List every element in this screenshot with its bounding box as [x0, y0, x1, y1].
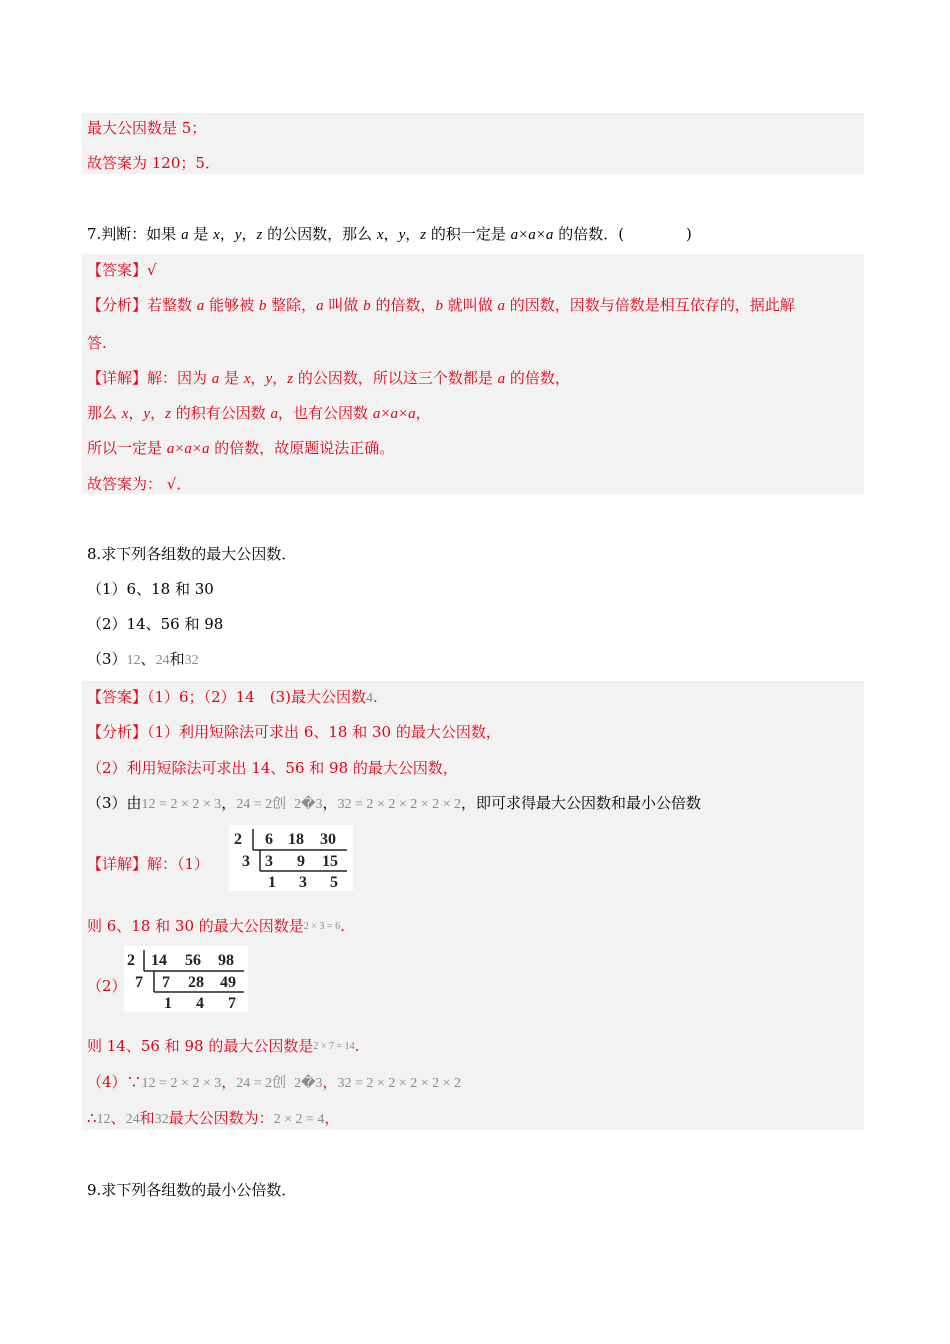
cell: 1	[164, 995, 172, 1012]
cell: 18	[288, 831, 304, 848]
cell: 1	[268, 874, 276, 891]
q7-detail-line-3: 所以一定是 a×a×a 的倍数，故原题说法正确。	[87, 439, 395, 457]
divisor-2: 3	[242, 853, 250, 870]
divisor-1: 2	[234, 831, 242, 848]
cell: 98	[218, 952, 234, 969]
prev-line-1: 最大公因数是 5；	[87, 119, 207, 137]
divisor-1: 2	[127, 952, 135, 969]
q8-solution-box	[82, 681, 864, 1130]
q8-answer: 【答案】（1）6；（2）14 (3)最大公因数4.	[87, 688, 378, 706]
cell: 7	[228, 995, 236, 1012]
q8-detail-line-4: （4）∵12 = 2 × 2 × 3，24 = 2创 2�3，32 = 2 × 2 × 2 × 2 × 2	[87, 1073, 462, 1091]
short-division-figure-2	[124, 946, 248, 1012]
q7-analysis-cont: 答.	[87, 334, 107, 352]
q7-detail-line-4: 故答案为： √．	[87, 475, 192, 493]
cell: 56	[185, 952, 201, 969]
q8-analysis-line-3: （3）由12 = 2 × 2 × 3，24 = 2创 2�3，32 = 2 × 2 × 2 × 2 × 2，即可求得最大公因数和最小公倍数	[87, 794, 702, 812]
q8-detail-line-2: （2）	[87, 977, 127, 995]
q9-stem: 9.求下列各组数的最小公倍数．	[87, 1181, 297, 1199]
q8-detail-line-5: ∴12、24和32最大公因数为：2 × 2 = 4，	[87, 1109, 340, 1127]
cell: 14	[151, 952, 167, 969]
cell: 3	[299, 874, 307, 891]
short-division-figure-1	[229, 825, 353, 891]
q8-item-2: （2）14、56 和 98	[87, 615, 224, 633]
cell: 3	[265, 853, 273, 870]
cell: 6	[265, 831, 273, 848]
cell: 4	[196, 995, 204, 1012]
q7-detail-line-2: 那么 x，y，z 的积有公因数 a，也有公因数 a×a×a，	[87, 404, 431, 422]
q8-item-1: （1）6、18 和 30	[87, 580, 214, 598]
q8-detail-result-1: 则 6、18 和 30 的最大公因数是2 × 3 = 6.	[87, 917, 345, 935]
prev-line-2: 故答案为 120；5．	[87, 154, 220, 172]
cell: 30	[320, 831, 336, 848]
divisor-2: 7	[135, 974, 143, 991]
q8-analysis-line-2: （2）利用短除法可求出 14、56 和 98 的最大公因数，	[87, 759, 458, 777]
q8-item-3: （3）12、24和32	[87, 650, 199, 668]
cell: 5	[330, 874, 338, 891]
cell: 15	[322, 853, 338, 870]
cell: 9	[297, 853, 305, 870]
cell: 7	[162, 974, 170, 991]
cell: 49	[220, 974, 236, 991]
q8-detail-result-2: 则 14、56 和 98 的最大公因数是2 × 7 = 14.	[87, 1037, 360, 1055]
q8-detail-line-1: 【详解】解：（1）	[87, 855, 210, 873]
q7-analysis: 【分析】若整数 a 能够被 b 整除，a 叫做 b 的倍数，b 就叫做 a 的因数，因数与倍数是相互依存的，据此解	[87, 296, 795, 314]
q7-stem: 7.判断：如果 a 是 x，y，z 的公因数，那么 x，y，z 的积一定是 a×a×a 的倍数．( )	[87, 225, 692, 243]
q7-detail-line-1: 【详解】解：因为 a 是 x，y，z 的公因数，所以这三个数都是 a 的倍数，	[87, 369, 570, 387]
q7-answer: 【答案】√	[87, 261, 157, 279]
q8-stem: 8.求下列各组数的最大公因数．	[87, 545, 297, 563]
q8-analysis-line-1: 【分析】（1）利用短除法可求出 6、18 和 30 的最大公因数，	[87, 723, 501, 741]
cell: 28	[188, 974, 204, 991]
